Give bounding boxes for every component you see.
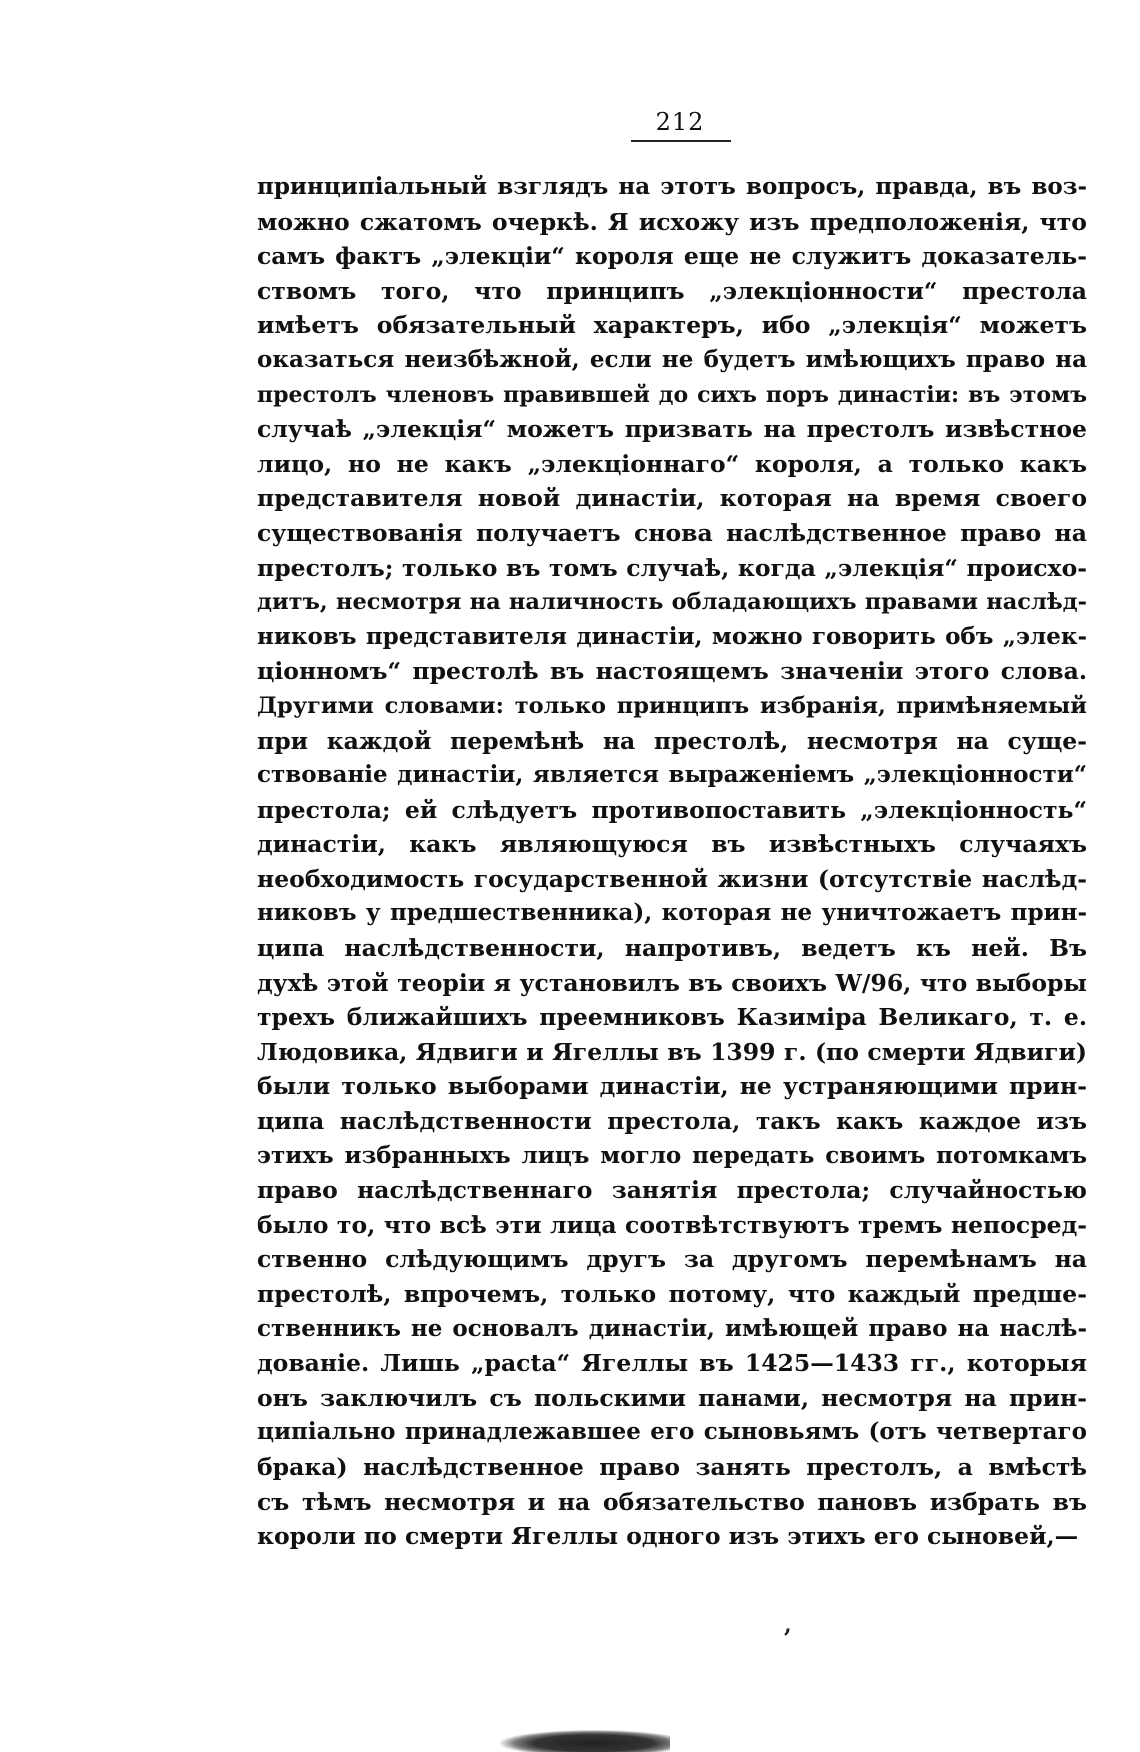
text-line: никовъ представителя династіи, можно говорить объ „элек-	[257, 622, 1087, 650]
text-line: лицо, но не какъ „элекціоннаго“ короля, а только какъ	[257, 449, 1087, 478]
text-line: при каждой перемѣнѣ на престолѣ, несмотря на суще-	[257, 726, 1087, 755]
text-line: ціонномъ“ престолѣ въ настоящемъ значеніи этого слова.	[257, 657, 1087, 686]
text-line: дитъ, несмотря на наличность обладающихъ правами наслѣд-	[257, 589, 1087, 616]
text-line: представителя новой династіи, которая на время своего	[257, 484, 1087, 513]
text-line: было то, что всѣ эти лица соотвѣтствуютъ тремъ непосред-	[257, 1210, 1087, 1239]
text-line: этихъ избранныхъ лицъ могло передать своимъ потомкамъ	[257, 1141, 1087, 1169]
text-line: Людовика, Ядвиги и Ягеллы въ 1399 г. (по смерти Ядвиги)	[257, 1037, 1087, 1066]
text-line: оказаться неизбѣжной, если не будетъ имѣющихъ право на	[257, 345, 1087, 373]
ink-smudge	[500, 1730, 670, 1752]
text-line: никовъ у предшественника), которая не уничтожаетъ прин-	[257, 899, 1087, 927]
text-line: имѣетъ обязательный характеръ, ибо „элекція“ можетъ	[257, 311, 1087, 340]
page-number-rule	[631, 140, 731, 142]
page-number: 212	[655, 108, 705, 136]
text-line: престолъ членовъ правившей до сихъ поръ династіи: въ этомъ	[257, 381, 1087, 408]
text-line: ципа наслѣдственности престола, такъ какъ каждое изъ	[257, 1107, 1087, 1136]
text-line: короли по смерти Ягеллы одного изъ этихъ его сыновей,—	[257, 1522, 1079, 1551]
text-line: престолѣ, впрочемъ, только потому, что каждый предше-	[257, 1280, 1087, 1308]
text-line: ципа наслѣдственности, напротивъ, ведетъ къ ней. Въ	[257, 934, 1087, 963]
text-line: можно сжатомъ очеркѣ. Я исхожу изъ предположенія, что	[257, 207, 1087, 236]
body-text	[257, 170, 1087, 1554]
text-line: трехъ ближайшихъ преемниковъ Казиміра Великаго, т. е.	[257, 1003, 1087, 1032]
text-line: ственно слѣдующимъ другъ за другомъ перемѣнамъ на	[257, 1245, 1087, 1274]
text-line: существованія получаетъ снова наслѣдственное право на	[257, 518, 1087, 547]
text-line: ственникъ не основалъ династіи, имѣющей право на наслѣ-	[257, 1314, 1087, 1342]
text-line: Другими словами: только принципъ избранія, примѣняемый	[257, 692, 1087, 719]
text-line: династіи, какъ являющуюся въ извѣстныхъ случаяхъ	[257, 830, 1087, 859]
text-line: ствованіе династіи, является выраженіемъ „элекціонности“	[257, 761, 1087, 789]
text-line: брака) наслѣдственное право занять престолъ, а вмѣстѣ	[257, 1452, 1087, 1481]
text-line: дованіе. Лишь „pacta“ Ягеллы въ 1425—1433 гг., которыя	[257, 1349, 1087, 1378]
text-line: принципіальный взглядъ на этотъ вопросъ, правда, въ воз-	[257, 173, 1087, 200]
text-line: престолъ; только въ томъ случаѣ, когда „элекція“ происхо-	[257, 553, 1087, 582]
text-line: съ тѣмъ несмотря и на обязательство пановъ избрать въ	[257, 1487, 1087, 1516]
text-line: были только выборами династіи, не устраняющими прин-	[257, 1072, 1087, 1101]
text-line: право наслѣдственнаго занятія престола; случайностью	[257, 1176, 1087, 1205]
text-line: онъ заключилъ съ польскими панами, несмотря на прин-	[257, 1383, 1087, 1412]
text-line: самъ фактъ „элекціи“ короля еще не служитъ доказатель-	[257, 242, 1087, 271]
stray-mark: ,	[784, 1612, 792, 1638]
text-line: случаѣ „элекція“ можетъ призвать на престолъ извѣстное	[257, 415, 1087, 444]
text-line: ципіально принадлежавшее его сыновьямъ (отъ четвертаго	[257, 1418, 1087, 1446]
text-line: ствомъ того, что принципъ „элекціонности“ престола	[257, 276, 1087, 305]
text-line: престола; ей слѣдуетъ противопоставить „элекціонность“	[257, 795, 1087, 824]
text-line: духѣ этой теоріи я установилъ въ своихъ W/96, что выборы	[257, 968, 1087, 997]
text-line: необходимость государственной жизни (отсутствіе наслѣд-	[257, 864, 1087, 893]
